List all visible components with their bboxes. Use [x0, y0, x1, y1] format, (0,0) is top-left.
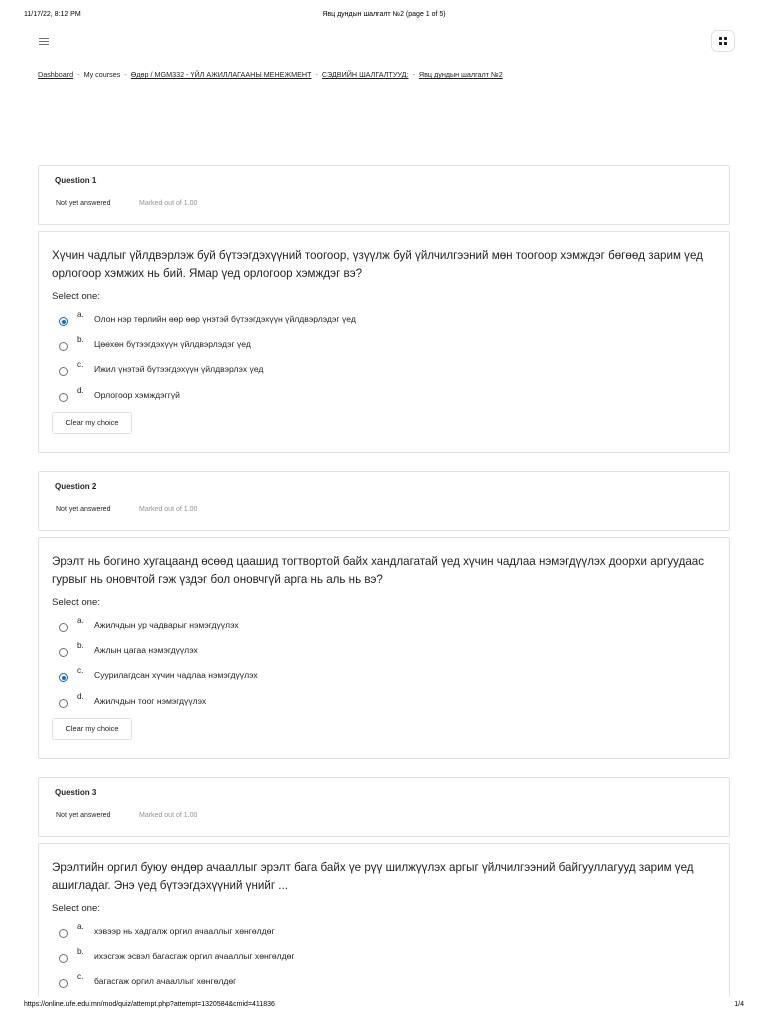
- question-3-content: [38, 843, 730, 997]
- breadcrumb-separator: -: [315, 70, 318, 79]
- answer-text: Ажилчдын тоог нэмэгдүүлэх: [94, 696, 207, 706]
- radio-button[interactable]: [59, 929, 68, 938]
- answer-text: ихэсгэж эсвэл багасгаж оргил ачааллыг хөнгөлдөг: [94, 951, 295, 961]
- answer-text: Олон нэр төрлийн өөр өөр үнэтэй бүтээгдэхүүн үйлдвэрлэдэг үед: [94, 314, 356, 324]
- breadcrumb-course[interactable]: Өдөр / MGM332 - ҮЙЛ АЖИЛЛАГААНЫ МЕНЕЖМЕНТ: [130, 70, 312, 79]
- question-grade: Marked out of 1.00: [139, 506, 198, 513]
- answer-text: Орлогоор хэмждэггүй: [94, 390, 180, 400]
- print-footer: [24, 1001, 744, 1013]
- question-number: Question 2: [55, 482, 97, 491]
- question-1-info: [38, 165, 730, 225]
- radio-button[interactable]: [59, 673, 68, 682]
- question-2-info: [38, 471, 730, 531]
- radio-button[interactable]: [59, 648, 68, 657]
- answer-letter: a.: [77, 922, 84, 931]
- radio-button[interactable]: [59, 317, 68, 326]
- print-page-count: 1/4: [734, 1001, 744, 1008]
- question-number: Question 1: [55, 176, 97, 185]
- answer-letter: b.: [77, 947, 84, 956]
- print-page-title: Явц дундын шалгалт №2 (page 1 of 5): [322, 11, 446, 18]
- radio-button[interactable]: [59, 393, 68, 402]
- select-one-label: Select one:: [52, 903, 101, 914]
- clear-choice-button[interactable]: Clear my choice: [52, 718, 132, 740]
- question-number: Question 3: [55, 788, 97, 797]
- question-state: Not yet answered: [56, 506, 111, 513]
- answer-text: Ижил үнэтэй бүтээгдэхүүн үйлдвэрлэх үед: [94, 364, 264, 374]
- answer-letter: c.: [77, 666, 84, 675]
- breadcrumb-separator: -: [77, 70, 80, 79]
- answer-text: хэвээр нь хадгалж оргил ачааллыг хөнгөлдөг: [94, 926, 275, 936]
- select-one-label: Select one:: [52, 291, 101, 302]
- radio-button[interactable]: [59, 342, 68, 351]
- answer-letter: d.: [77, 692, 84, 701]
- radio-button[interactable]: [59, 623, 68, 632]
- answer-text: Цөөхөн бүтээгдэхүүн үйлдвэрлэдэг үед: [94, 339, 251, 349]
- question-grade: Marked out of 1.00: [139, 200, 198, 207]
- question-1-content: [38, 231, 730, 453]
- answer-letter: d.: [77, 386, 84, 395]
- radio-button[interactable]: [59, 367, 68, 376]
- answer-text: Суурилагдсан хүчин чадлаа нэмэгдүүлэх: [94, 670, 258, 680]
- answer-letter: b.: [77, 641, 84, 650]
- breadcrumb-separator: -: [412, 70, 415, 79]
- grid-icon[interactable]: [711, 30, 735, 52]
- hamburger-icon[interactable]: [38, 36, 50, 48]
- question-3-info: [38, 777, 730, 837]
- question-state: Not yet answered: [56, 812, 111, 819]
- breadcrumb-dashboard[interactable]: Dashboard: [38, 70, 74, 79]
- answer-letter: b.: [77, 335, 84, 344]
- breadcrumb-separator: -: [124, 70, 127, 79]
- answer-text: Ажилчдын ур чадварыг нэмэгдүүлэх: [94, 620, 239, 630]
- breadcrumb-section[interactable]: СЭДВИЙН ШАЛГАЛТУУД:: [321, 70, 409, 79]
- radio-button[interactable]: [59, 954, 68, 963]
- question-text: Хүчин чадлыг үйлдвэрлэж буй бүтээгдэхүүний тоогоор, үзүүлж буй үйлчилгээний мөн тоогоор хэмждэг бөгөөд зарим үед орлогоор хэмжих нь бий. Ямар үед орлогоор хэмждэг вэ?: [52, 249, 703, 280]
- answer-letter: c.: [77, 972, 84, 981]
- answer-text: багасгаж оргил ачааллыг хөнгөлдөг: [94, 976, 237, 986]
- breadcrumb-quiz[interactable]: Явц дундын шалгалт №2: [418, 70, 503, 79]
- question-text: Эрэлтийн оргил буюу өндөр ачааллыг эрэлт бага байх үе рүү шилжүүлэх аргыг үйлчилгээний байгууллагууд зарим үед ашигладаг. Энэ үед бүтээгдэхүүний үнийг ...: [52, 861, 694, 892]
- breadcrumb-my-courses: My courses: [83, 70, 121, 79]
- answer-letter: a.: [77, 616, 84, 625]
- clear-choice-button[interactable]: Clear my choice: [52, 412, 132, 434]
- answer-text: Ажлын цагаа нэмэгдүүлэх: [94, 645, 198, 655]
- question-text: Эрэлт нь богино хугацаанд өсөөд цаашид тогтвортой байх хандлагатай үед хүчин чадлаа нэмэгдүүлэх доорхи аргуудаас гурвыг нь оновчтой гэж үздэг бол оновчгүй арга нь аль нь вэ?: [52, 555, 705, 586]
- radio-button[interactable]: [59, 979, 68, 988]
- print-timestamp: 11/17/22, 8:12 PM: [24, 11, 81, 18]
- radio-button[interactable]: [59, 699, 68, 708]
- breadcrumb: [38, 70, 503, 80]
- question-state: Not yet answered: [56, 200, 111, 207]
- answer-letter: a.: [77, 310, 84, 319]
- question-2-content: [38, 537, 730, 759]
- question-grade: Marked out of 1.00: [139, 812, 198, 819]
- print-header: [24, 11, 744, 23]
- print-url: https://online.ufe.edu.mn/mod/quiz/attempt.php?attempt=1320584&cmid=411836: [24, 1001, 275, 1008]
- answer-letter: c.: [77, 360, 84, 369]
- select-one-label: Select one:: [52, 597, 101, 608]
